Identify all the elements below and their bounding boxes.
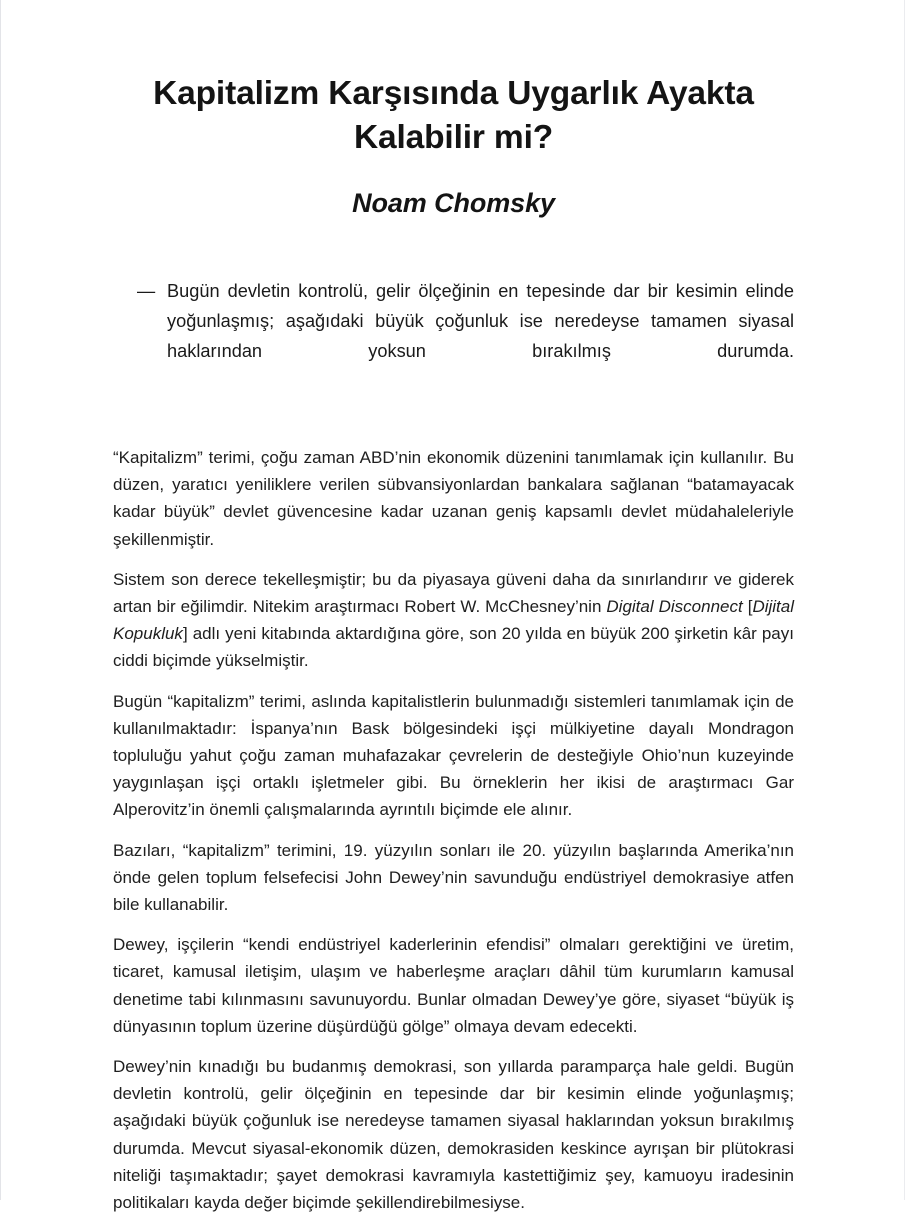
body-paragraph <box>113 566 794 675</box>
document-body <box>113 396 794 1216</box>
body-paragraph <box>113 837 794 919</box>
title-line-2: Kalabilir mi? <box>353 119 554 156</box>
document-header <box>113 0 794 220</box>
text-run: Dewey’nin kınadığı bu budanmış demokrasi, son yıllarda paramparça hale geldi. Bugün devletin kontrolü, gelir ölçeğinin en tepesinde dar bir kesimin elinde yoğunlaşmış; aşağıdaki büyük çoğunluk ise neredeyse tamamen siyasal haklarından yoksun bırakılmış durumda. Mevcut siyasal-ekonomik düzen, demokrasiden keskince ayrışan bir plütokrasi niteliği taşımaktadır; şayet demokrasi kavramıyla kastettiğimiz şey, kamuoyu iradesinin politikaları kayda değer biçimde şekillendirebilmesiyse. <box>113 1057 794 1213</box>
body-paragraph <box>113 444 794 553</box>
text-run: Bazıları, “kapitalizm” terimini, 19. yüzyılın sonları ile 20. yüzyılın başlarında Amerika’nın önde gelen toplum felsefecisi John Dewey’nin savunduğu endüstriyel demokrasiye atfen bile kullanabilir. <box>113 840 794 915</box>
text-run: “Kapitalizm” terimi, çoğu zaman ABD’nin ekonomik düzenini tanımlamak için kullanılır. Bu düzen, yaratıcı yeniliklere verilen sübvansiyonlardan bankalara sağlanan “batamayacak kadar büyük” devlet güvencesine kadar uzanan geniş kapsamlı devlet müdahaleleriyle şekillenmiştir. <box>113 448 794 549</box>
title-line-1: Kapitalizm Karşısında Uygarlık Ayakta <box>153 75 754 112</box>
author-byline: Noam Chomsky <box>352 188 555 218</box>
text-run: Sistem son derece tekelleşmiştir; bu da piyasaya güveni daha da sınırlandırır ve giderek artan bir eğilimdir. Nitekim araştırmacı Robert W. McChesney’nin <box>113 569 794 617</box>
body-paragraph <box>113 1053 794 1216</box>
page-title <box>113 72 794 160</box>
text-run: Bugün “kapitalizm” terimi, aslında kapitalistlerin bulunmadığı sistemleri tanımlamak için de kullanılmaktadır: İspanya’nın Bask bölgesindeki işçi mülkiyetine dayalı Mondragon topluluğu yahut çoğu zaman muhafazakar çevrelerin de desteğiyle Ohio’nun kuzeyinde yaygınlaşan işçi ortaklı işletmeler gibi. Bu örneklerin her ikisi de araştırmacı Gar Alperovitz’in önemli çalışmalarında ayrıntılı biçimde ele alınır. <box>113 691 794 820</box>
italic-run: Dijital Kopukluk <box>113 597 794 644</box>
italic-run: Digital Disconnect <box>606 597 743 617</box>
epigraph-text: Bugün devletin kontrolü, gelir ölçeğinin en tepesinde dar bir kesimin elinde yoğunlaşmış; aşağıdaki büyük çoğunluk ise neredeyse tamamen siyasal haklarından yoksun bırakılmış durumda. <box>167 281 794 361</box>
epigraph-text-wrapper <box>137 276 794 396</box>
text-run: ] adlı yeni kitabında aktardığına göre, son 20 yılda en büyük 200 şirketin kâr payı ciddi biçimde yükselmiştir. <box>113 624 794 671</box>
em-dash-icon: — <box>137 281 156 301</box>
text-run: [ <box>742 597 753 617</box>
epigraph-blockquote <box>113 220 794 396</box>
body-paragraph <box>113 931 794 1040</box>
page-content-area <box>1 0 904 1216</box>
text-run: Dewey, işçilerin “kendi endüstriyel kaderlerinin efendisi” olmaları gerektiğini ve üretim, ticaret, kamusal iletişim, ulaşım ve haberleşme araçları dâhil tüm kurumların kamusal denetime tabi kılınmasını savunuyordu. Bunlar olmadan Dewey’ye göre, siyaset “büyük iş dünyasının toplum üzerine düşürdüğü gölge” olmaya devam edecekti. <box>113 935 794 1036</box>
body-paragraph <box>113 688 794 824</box>
